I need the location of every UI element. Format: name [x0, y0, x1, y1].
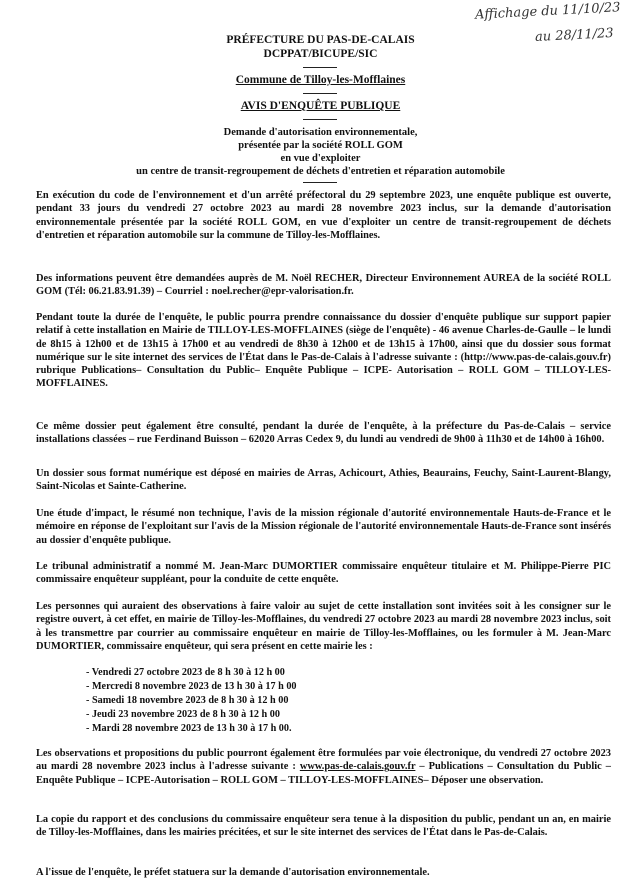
- subject-line-2: présentée par la société ROLL GOM: [238, 140, 403, 151]
- service-code: DCPPAT/BICUPE/SIC: [263, 48, 378, 60]
- paragraph-execution: En exécution du code de l'environnement et d'un arrêté préfectoral du 29 septembre 2023, une enquête publique est ouverte, pendant 33 jours du vendredi 27 octobre 2023 au mardi 28 novembre 2023 inclus, sur la demande d'autorisation environnementale présentée par la société ROLL GOM, en vue d'exploiter un centre de transit-regroupement de déchets d'entretien et réparation automobile sur la commune de Tilloy-les-Mofflaines.: [36, 190, 611, 241]
- avis-title: AVIS D'ENQUÊTE PUBLIQUE: [240, 100, 401, 112]
- paragraph-electronique: [36, 747, 611, 787]
- subject-line-1: Demande d'autorisation environnementale,: [223, 127, 418, 138]
- paragraph-observations: Les personnes qui auraient des observations à faire valoir au sujet de cette installation sont invitées soit à les consigner sur le registre ouvert, à cet effet, en mairie de Tilloy-les-Mofflaines, du vendredi 27 octobre 2023 au mardi 28 novembre 2023 inclus, soit à les transmettre par courrier au commissaire enquêteur en mairie de Tilloy-les-Mofflaines, ou les formuler à M. Jean-Marc DUMORTIER, commissaire enquêteur, qui sera présent en cette mairie les :: [36, 601, 611, 652]
- electronic-text-start: Les observations et propositions du public pourront également être formulées par voie électronique, du vendredi 27 octobre 2023 au mardi 28 novembre 2023 inclus à l'adresse suivante :: [36, 748, 611, 773]
- paragraph-commissaire: Le tribunal administratif a nommé M. Jean-Marc DUMORTIER commissaire enquêteur titulaire et M. Philippe-Pierre PIC commissaire enquêteur suppléant, pour la conduite de cette enquête.: [36, 561, 611, 586]
- subject-line-3: en vue d'exploiter: [280, 153, 361, 164]
- commune-title: Commune de Tilloy-les-Mofflaines: [235, 74, 406, 86]
- paragraph-consultation: Pendant toute la durée de l'enquête, le public pourra prendre connaissance du dossier d'enquête publique sur support papier relatif à cette installation en Mairie de TILLOY-LES-MOFFLAINES (siège de l'enquête) - 46 avenue Charles-de-Gaulle – le lundi de 8h15 à 12h00 et de 13h15 à 17h00 et au vendredi de 8h30 à 12h00 et de 13h15 à 17h00, ainsi que du dossier sous format numérique sur le site internet des services de l'État dans le Pas-de-Calais à l'adresse suivante : (http://www.pas-de-calais.gouv.fr) rubrique Publications– Consultation du Public– Enquête Publique – ICPE- Autorisation – ROLL GOM – TILLOY-LES-MOFFLAINES.: [36, 312, 611, 390]
- permanence-item: - Samedi 18 novembre 2023 de 8 h 30 à 12 h 00: [86, 695, 289, 706]
- separator: [303, 182, 337, 183]
- paragraph-conclusion: A l'issue de l'enquête, le préfet statuera sur la demande d'autorisation environnementale.: [36, 867, 430, 878]
- paragraph-prefecture: Ce même dossier peut également être consulté, pendant la durée de l'enquête, à la préfecture du Pas-de-Calais – service installations classées – rue Ferdinand Buisson – 62020 Arras Cedex 9, du lundi au vendredi de 9h00 à 11h30 et de 14h00 à 16h00.: [36, 421, 611, 446]
- permanence-item: - Vendredi 27 octobre 2023 de 8 h 30 à 12 h 00: [86, 667, 285, 678]
- permanence-item: - Mercredi 8 novembre 2023 de 13 h 30 à 17 h 00: [86, 681, 297, 692]
- website-link[interactable]: www.pas-de-calais.gouv.fr: [299, 761, 416, 773]
- electronic-text-end: – Publications – Consultation du Public – Enquête Publique – ICPE-Autorisation – ROLL GOM – TILLOY-LES-MOFFLAINES– Déposer une observation.: [36, 761, 611, 786]
- separator: [303, 119, 337, 120]
- paragraph-informations: Des informations peuvent être demandées auprès de M. Noël RECHER, Directeur Environnement AUREA de la société ROLL GOM (Tél: 06.21.83.91.39) – Courriel : noel.recher@epr-valorisation.fr.: [36, 273, 611, 298]
- separator: [303, 67, 337, 68]
- paragraph-etude-impact: Une étude d'impact, le résumé non technique, l'avis de la mission régionale d'autorité environnementale Hauts-de-France et le mémoire en réponse de l'exploitant sur l'avis de la Mission régionale de l'autorité environnementale Hauts-de-France sont insérés au dossier d'enquête publique.: [36, 508, 611, 546]
- handwritten-annotation-line1: Affichage du 11/10/23: [474, 0, 621, 23]
- permanence-item: - Mardi 28 novembre 2023 de 13 h 30 à 17 h 00.: [86, 723, 292, 734]
- separator: [303, 93, 337, 94]
- paragraph-rapport: La copie du rapport et des conclusions du commissaire enquêteur sera tenue à la disposition du public, pendant un an, en mairie de Tilloy-les-Mofflaines, dans les mairies précitées, et sur le site internet des services de l'État dans le Pas-de-Calais.: [36, 814, 611, 839]
- permanence-item: - Jeudi 23 novembre 2023 de 8 h 30 à 12 h 00: [86, 709, 280, 720]
- prefecture-title: PRÉFECTURE DU PAS-DE-CALAIS: [226, 34, 415, 46]
- subject-line-4: un centre de transit-regroupement de déchets d'entretien et réparation automobile: [136, 166, 505, 177]
- paragraph-mairies: Un dossier sous format numérique est déposé en mairies de Arras, Achicourt, Athies, Beaurains, Feuchy, Saint-Laurent-Blangy, Saint-Nicolas et Sainte-Catherine.: [36, 468, 611, 493]
- handwritten-annotation-line2: au 28/11/23: [534, 25, 614, 46]
